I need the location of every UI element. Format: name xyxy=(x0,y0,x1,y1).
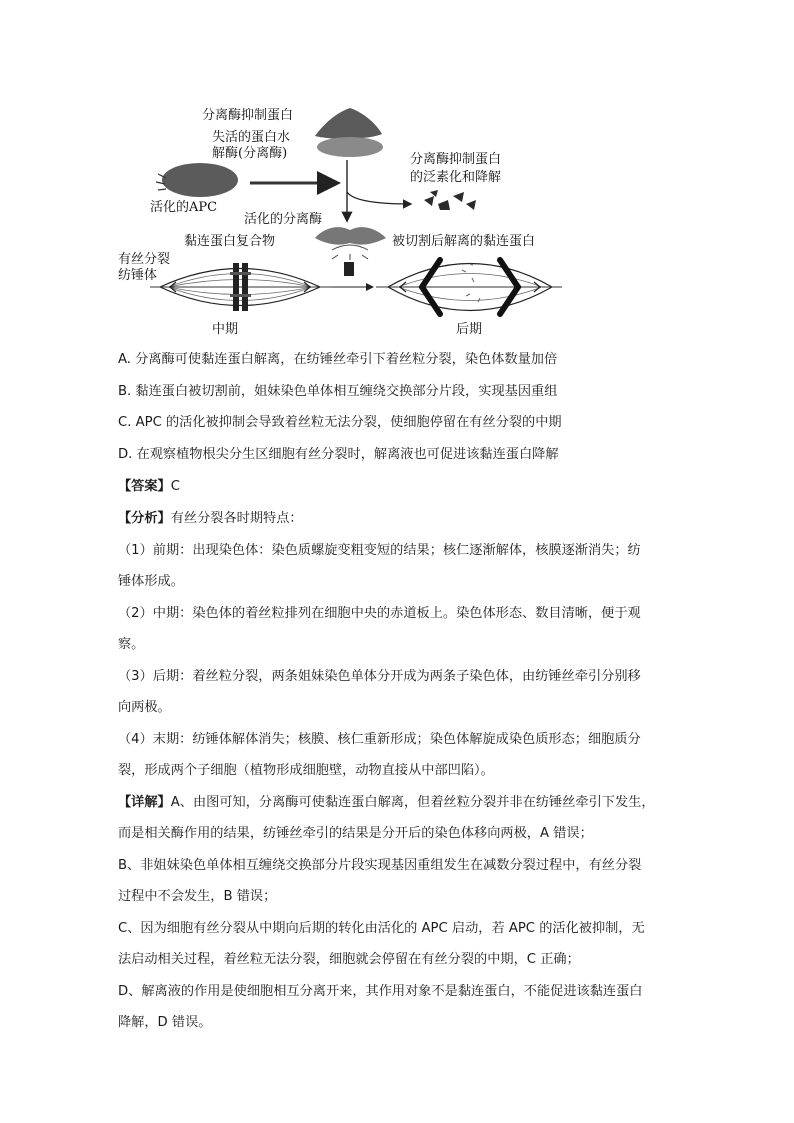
detail-d-line1: D、解离液的作用是使细胞相互分离开来，其作用对象不是黏连蛋白，不能促进该黏连蛋白 xyxy=(118,984,643,999)
analysis-metaphase-line2: 察。 xyxy=(118,637,145,652)
option-d: D. 在观察植物根尖分生区细胞有丝分裂时，解离液也可促进该黏连蛋白降解 xyxy=(118,447,559,462)
separase-inhibitor-shape xyxy=(315,108,382,139)
analysis-prophase-line1: （1）前期：出现染色体：染色质螺旋变粗变短的结果；核仁逐渐解体，核膜逐渐消失；纺 xyxy=(118,543,641,558)
label-active-separase: 活化的分离酶 xyxy=(244,212,323,227)
detail-a-line1 xyxy=(118,788,655,818)
analysis-telophase-line2: 裂，形成两个子细胞（植物形成细胞壁，动物直接从中部凹陷）。 xyxy=(118,763,494,778)
detail-label: 【详解】 xyxy=(118,795,171,810)
metaphase-cell xyxy=(150,263,332,311)
question-body xyxy=(118,345,688,1045)
analysis-prophase-line2: 锤体形成。 xyxy=(118,574,184,589)
label-anaphase: 后期 xyxy=(456,322,483,337)
detail-d-line2: 降解，D 错误。 xyxy=(118,1015,212,1030)
detail-c-line2: 法启动相关过程，着丝粒无法分裂，细胞就会停留在有丝分裂的中期，C 正确； xyxy=(118,952,580,967)
label-cleaved-cohesin: 被切割后解离的黏连蛋白 xyxy=(392,234,536,249)
inactive-separase-shape xyxy=(317,137,383,157)
label-spindle-line2: 纺锤体 xyxy=(118,268,158,283)
option-c: C. APC 的活化被抑制会导致着丝粒无法分裂，使细胞停留在有丝分裂的中期 xyxy=(118,415,562,430)
analysis-telophase-line1: （4）末期：纺锤体解体消失；核膜、核仁重新形成；染色体解旋成染色质形态；细胞质分 xyxy=(118,732,641,747)
analysis-intro: 有丝分裂各时期特点： xyxy=(170,511,303,526)
detail-b-line1: B、非姐妹染色单体相互缠绕交换部分片段实现基因重组发生在减数分裂过程中，有丝分裂 xyxy=(118,858,642,873)
detail-b-line2: 过程中不会发生，B 错误； xyxy=(118,889,277,904)
figure-drawing xyxy=(110,100,590,340)
active-separase-shape xyxy=(315,227,386,244)
degraded-fragments xyxy=(424,190,476,210)
label-cohesin-complex: 黏连蛋白复合物 xyxy=(184,234,276,249)
analysis-metaphase-line1: （2）中期：染色体的着丝粒排列在细胞中央的赤道板上。染色体形态、数目清晰，便于观 xyxy=(118,606,641,621)
answer-line xyxy=(118,472,180,502)
label-separase-inhibitor: 分离酶抑制蛋白 xyxy=(202,108,294,123)
label-spindle-line1: 有丝分裂 xyxy=(118,252,171,267)
analysis-heading xyxy=(118,504,303,534)
option-b: B. 黏连蛋白被切割前，姐妹染色单体相互缠绕交换部分片段，实现基因重组 xyxy=(118,384,558,399)
analysis-anaphase-line1: （3）后期：着丝粒分裂，两条姐妹染色单体分开成为两条子染色体，由纺锤丝牵引分别移 xyxy=(118,669,641,684)
label-ubiquitination-line2: 的泛素化和降解 xyxy=(410,170,502,185)
option-a: A. 分离酶可使黏连蛋白解离，在纺锤丝牵引下着丝粒分裂，染色体数量加倍 xyxy=(118,352,558,367)
detail-a-text1: A、由图可知，分离酶可使黏连蛋白解离，但着丝粒分裂并非在纺锤丝牵引下发生， xyxy=(170,795,655,810)
label-inactive-hydrolase-line1: 失活的蛋白水 xyxy=(212,130,291,145)
anaphase-cell xyxy=(376,260,562,314)
label-active-apc: 活化的APC xyxy=(150,200,218,215)
active-apc-shape xyxy=(162,163,238,197)
label-metaphase: 中期 xyxy=(212,322,239,337)
analysis-anaphase-line2: 向两极。 xyxy=(118,700,171,715)
detail-a-line2: 而是相关酶作用的结果，纺锤丝牵引的结果是分开后的染色体移向两极，A 错误； xyxy=(118,826,593,841)
mitosis-figure xyxy=(110,100,590,340)
detail-c-line1: C、因为细胞有丝分裂从中期向后期的转化由活化的 APC 启动，若 APC 的活化被抑制，无 xyxy=(118,921,645,936)
label-inactive-hydrolase-line2: 解酶(分离酶) xyxy=(212,146,288,161)
answer-label: 【答案】 xyxy=(118,479,171,494)
analysis-label: 【分析】 xyxy=(118,511,171,526)
answer-value: C xyxy=(170,479,180,494)
label-ubiquitination-line1: 分离酶抑制蛋白 xyxy=(410,152,502,167)
